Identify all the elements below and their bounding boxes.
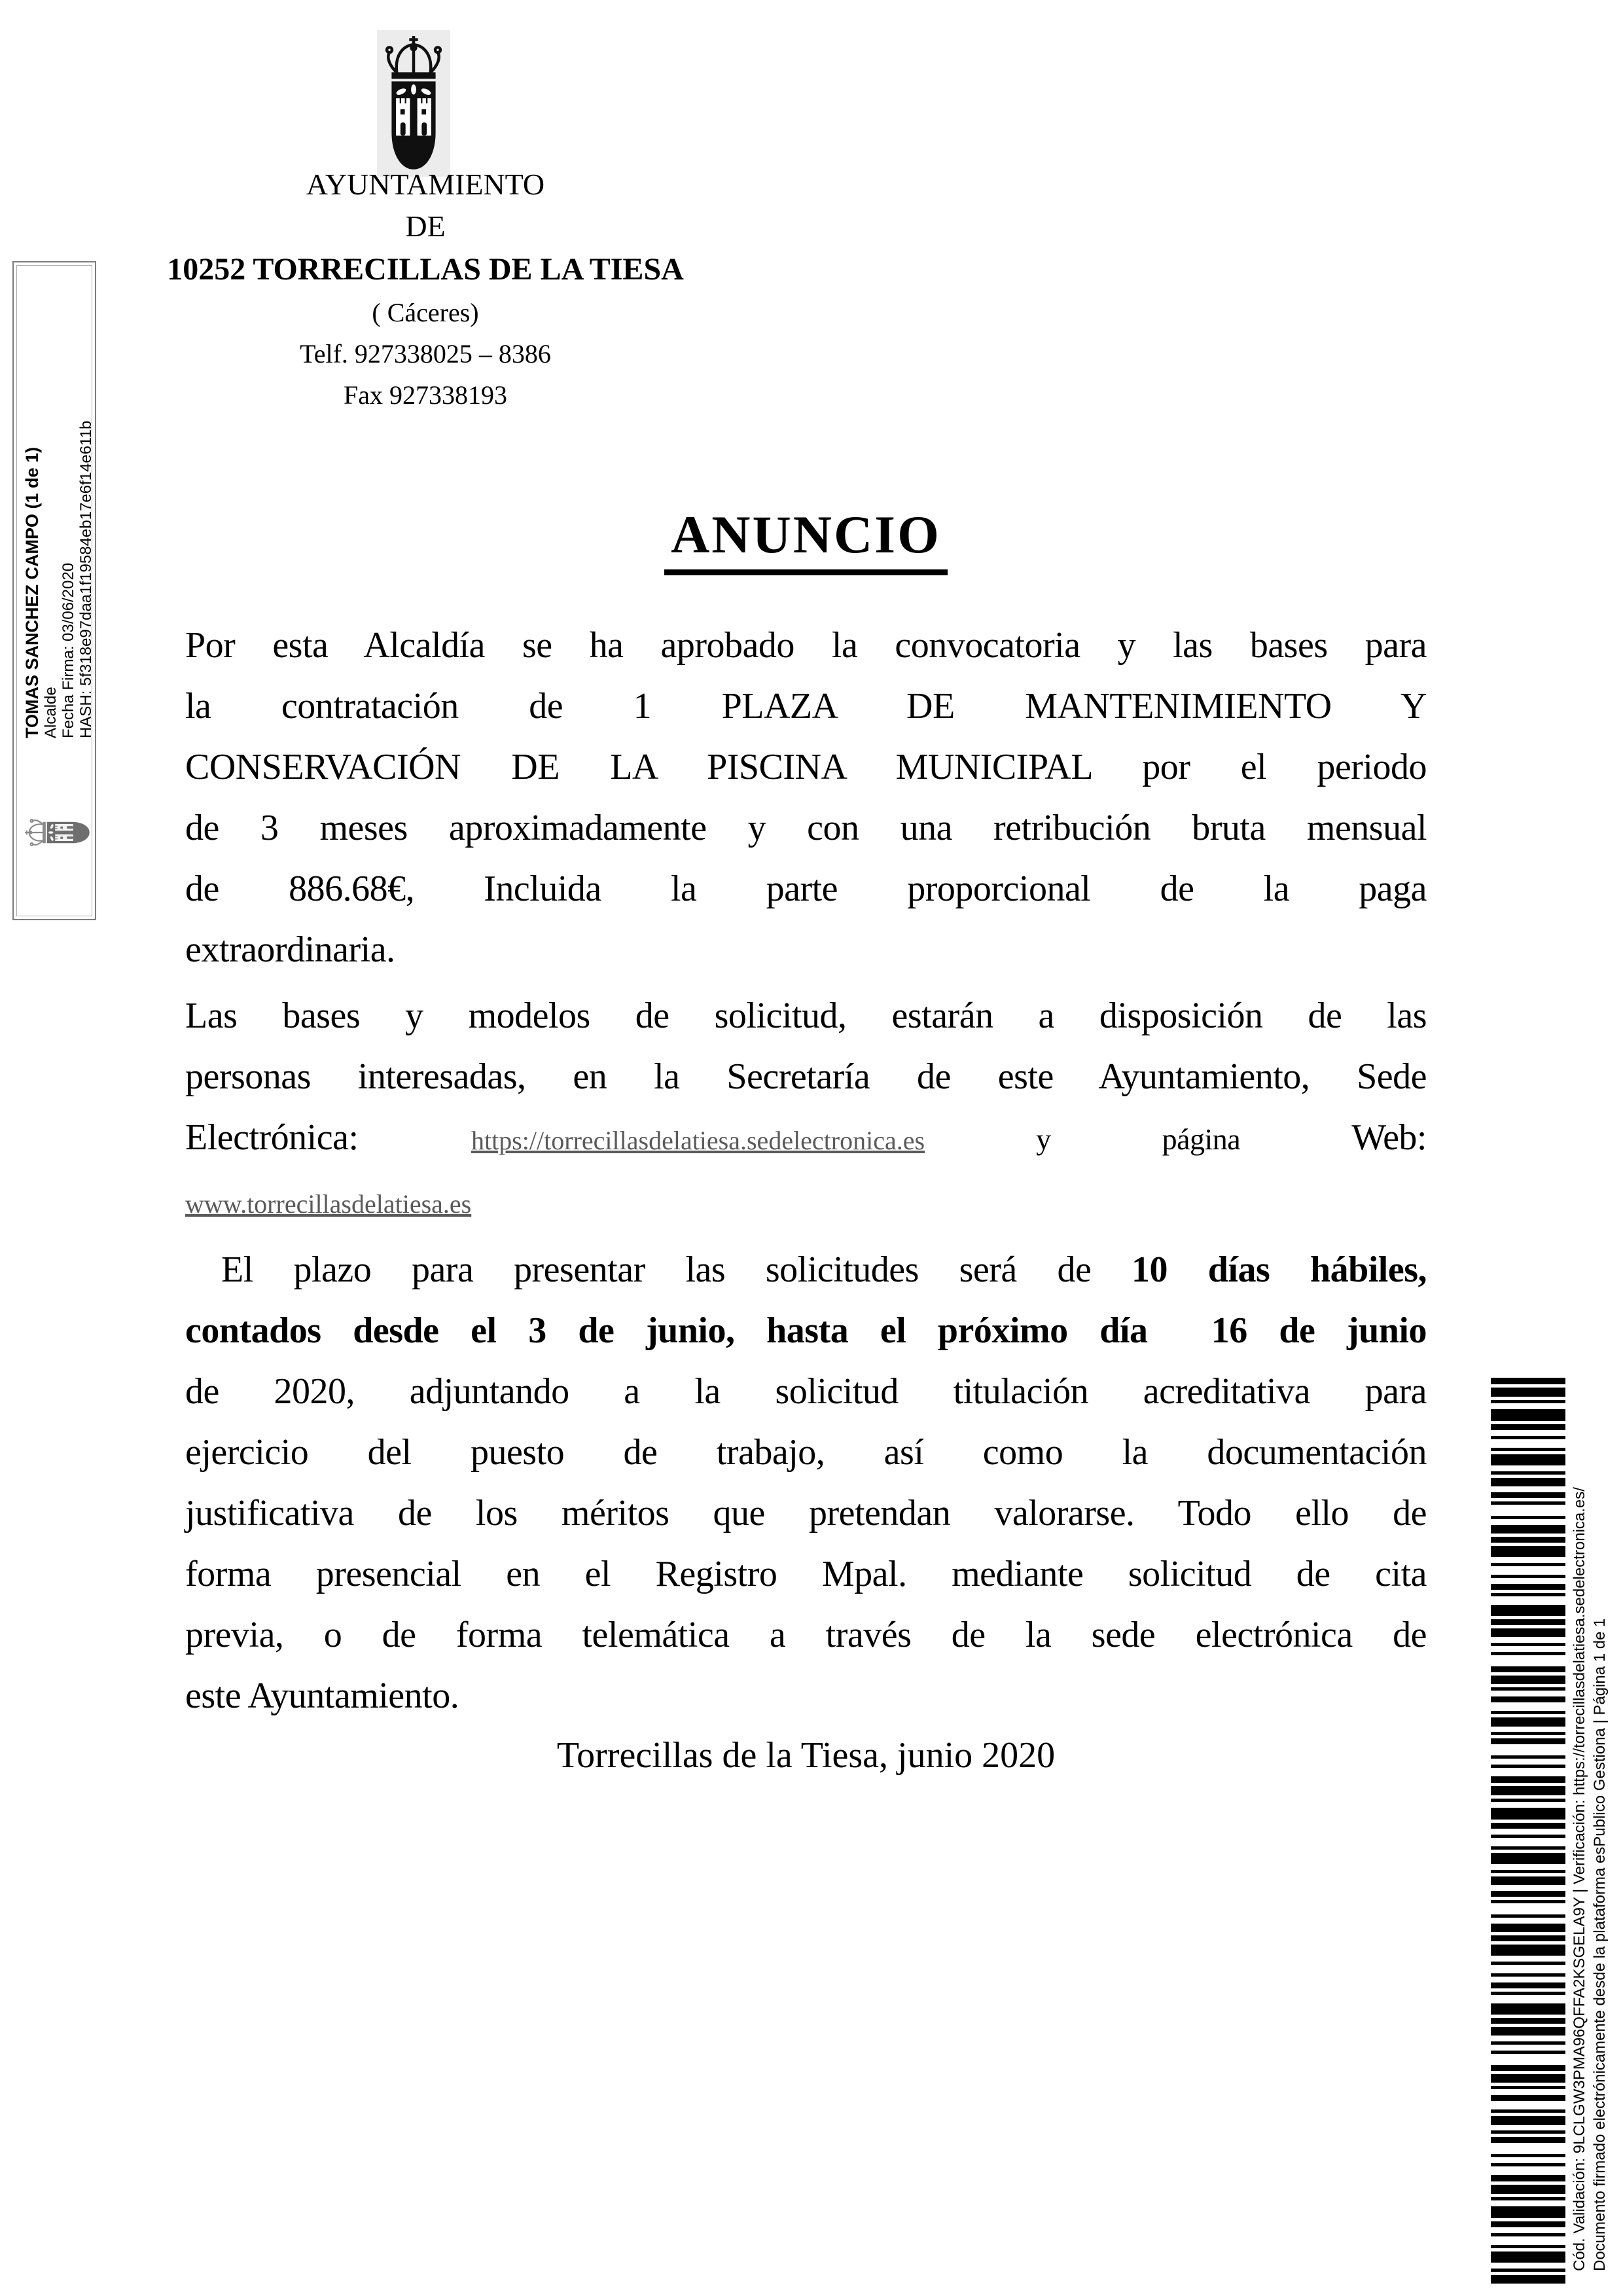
body-text	[185, 615, 1427, 1727]
text-line	[185, 1240, 1427, 1300]
barcode-bar	[1491, 1755, 1565, 1759]
barcode-bar	[1491, 1424, 1565, 1430]
barcode-bar	[1491, 2051, 1565, 2054]
text-segment: y página	[925, 1122, 1352, 1156]
barcode-bar	[1491, 2130, 1565, 2134]
text-line	[185, 1171, 1427, 1234]
barcode-bar	[1491, 1388, 1565, 1397]
barcode-bar	[1491, 1808, 1565, 1820]
barcode-bar	[1491, 2027, 1565, 2036]
validation-code-line: Cód. Validación: 9LCLGW3PMA96QFFA2KSGELA9Y | Verificación: https://torrecillasdelatiesa.sedelectronica.es/	[1571, 1487, 1588, 2271]
barcode-bar	[1491, 2003, 1565, 2015]
text-line	[185, 1300, 1427, 1361]
text-segment: Electrónica:	[185, 1117, 472, 1158]
barcode-bar	[1491, 1711, 1565, 1714]
text-segment: forma presencial en el Registro Mpal. mediante solicitud de cita	[185, 1554, 1427, 1594]
text-line	[185, 737, 1427, 798]
barcode-bar	[1491, 1786, 1565, 1795]
barcode-bar	[1491, 1454, 1565, 1465]
barcode-bar	[1491, 1525, 1565, 1534]
barcode-bar	[1491, 1605, 1565, 1616]
barcode-bar	[1491, 2233, 1565, 2236]
text-segment: El plazo para presentar las solicitudes será de	[221, 1249, 1132, 1290]
text-segment: Por esta Alcaldía se ha aprobado la convocatoria y las bases para	[185, 625, 1427, 666]
paragraph	[185, 615, 1427, 980]
text-segment: Web:	[1351, 1117, 1427, 1158]
text-segment: Las bases y modelos de solicitud, estarán a disposición de las	[185, 996, 1427, 1036]
letterhead	[154, 164, 697, 416]
barcode-bar	[1491, 1870, 1565, 1873]
barcode-bar	[1491, 1835, 1565, 1838]
barcode-bar	[1491, 1448, 1565, 1451]
barcode-bar	[1491, 1924, 1565, 1932]
text-line	[185, 1483, 1427, 1544]
barcode-bar	[1491, 1945, 1565, 1956]
barcode-bar	[1491, 1628, 1565, 1637]
text-line	[185, 1047, 1427, 1107]
barcode-bar	[1491, 1409, 1565, 1421]
barcode-bar	[1491, 1935, 1565, 1941]
barcode-bar	[1491, 2086, 1565, 2089]
text-segment: de 3 meses aproximadamente y con una retribución bruta mensual	[185, 808, 1427, 848]
signer-name: TOMAS SANCHEZ CAMPO (1 de 1)	[22, 446, 42, 738]
barcode-bar	[1491, 1584, 1565, 1590]
barcode-bar	[1491, 1696, 1565, 1702]
text-segment: extraordinaria.	[185, 929, 395, 970]
text-segment: previa, o de forma telemática a través de la sede electrónica de	[185, 1615, 1427, 1655]
barcode-bar	[1491, 1478, 1565, 1486]
document-title-text: ANUNCIO	[664, 504, 948, 575]
barcode-bar	[1491, 1799, 1565, 1802]
paragraph	[185, 986, 1427, 1234]
barcode-bar	[1491, 2154, 1565, 2157]
text-segment: de 2020, adjuntando a la solicitud titulación acreditativa para	[185, 1371, 1427, 1412]
barcode-bar	[1491, 1546, 1565, 1557]
org-name-line1: AYUNTAMIENTO	[306, 168, 545, 201]
text-line	[185, 1666, 1427, 1727]
barcode-bar	[1491, 1982, 1565, 1988]
barcode-bar	[1491, 1516, 1565, 1519]
org-phone: Telf. 927338025 – 8386	[300, 339, 551, 368]
url-link[interactable]: www.torrecillasdelatiesa.es	[185, 1189, 472, 1219]
barcode-bar	[1491, 1436, 1565, 1439]
barcode-bar	[1491, 1853, 1565, 1864]
barcode-bar	[1491, 1765, 1565, 1768]
text-segment: este Ayuntamiento.	[185, 1676, 459, 1716]
org-fax: Fax 927338193	[344, 380, 507, 410]
barcode-bar	[1491, 2163, 1565, 2166]
barcode-bar	[1491, 2197, 1565, 2200]
barcode-bar	[1491, 1732, 1565, 1735]
text-segment: de 886.68€, Incluida la parte proporcional de la paga	[185, 869, 1427, 909]
barcode-bar	[1491, 1676, 1565, 1684]
barcode-bar	[1491, 2175, 1565, 2181]
barcode-bar	[1491, 1687, 1565, 1691]
signer-role: Alcalde	[42, 687, 60, 738]
signature-hash: HASH: 5f318e97daa1f19584eb17e6f14e611b	[77, 420, 95, 738]
text-line	[185, 615, 1427, 676]
barcode-bar	[1491, 2185, 1565, 2194]
barcode-bar	[1491, 2095, 1565, 2101]
signature-stamp-text	[22, 270, 95, 738]
barcode-bar	[1491, 1846, 1565, 1850]
barcode-bar	[1491, 1378, 1565, 1384]
signature-date: Fecha Firma: 03/06/2020	[60, 562, 77, 738]
barcode-bar	[1491, 2137, 1565, 2143]
barcode-bar	[1491, 1593, 1565, 1596]
barcode-bar	[1491, 2251, 1565, 2263]
barcode-bar	[1491, 1876, 1565, 1885]
barcode-bar	[1491, 1652, 1565, 1655]
text-segment: justificativa de los méritos que pretendan valorarse. Todo ello de	[185, 1493, 1427, 1534]
text-segment: personas interesadas, en la Secretaría de este Ayuntamiento, Sede	[185, 1056, 1427, 1097]
barcode-bar	[1491, 1619, 1565, 1625]
barcode-bar	[1491, 2245, 1565, 2248]
text-line	[185, 1544, 1427, 1605]
text-segment: 10 días hábiles,	[1132, 1249, 1427, 1290]
barcode-bar	[1491, 1900, 1565, 1903]
barcode-bar	[1491, 1962, 1565, 1965]
org-name-line3: 10252 TORRECILLAS DE LA TIESA	[167, 252, 684, 287]
text-line	[185, 798, 1427, 859]
text-segment: contados desde el 3 de junio, hasta el próximo día 16 de junio	[185, 1310, 1427, 1351]
barcode-bar	[1491, 1400, 1565, 1403]
barcode-bar	[1491, 2109, 1565, 2113]
barcode-bar	[1491, 1666, 1565, 1672]
barcode-bar	[1491, 1643, 1565, 1646]
barcode-bar	[1491, 1914, 1565, 1918]
org-name-line2: DE	[405, 209, 446, 243]
barcode-bar	[1491, 1501, 1565, 1505]
document-title	[185, 504, 1427, 575]
barcode-bar	[1491, 1575, 1565, 1578]
barcode-bar	[1491, 1471, 1565, 1475]
barcode-bar	[1491, 1891, 1565, 1897]
barcode-bar	[1491, 1717, 1565, 1727]
barcode-bar	[1491, 1973, 1565, 1977]
barcode-bar	[1491, 2018, 1565, 2024]
barcode-bar	[1491, 1776, 1565, 1783]
barcode-bar	[1491, 2221, 1565, 2227]
barcode-bar	[1491, 2065, 1565, 2071]
text-segment: ejercicio del puesto de trabajo, así como la documentación	[185, 1432, 1427, 1473]
text-line	[185, 1422, 1427, 1483]
barcode-bar	[1491, 1992, 1565, 1995]
barcode-bar	[1491, 1738, 1565, 1744]
text-line	[185, 676, 1427, 737]
signature-emblem-icon	[24, 812, 92, 853]
url-link[interactable]: https://torrecillasdelatiesa.sedelectronica.es	[471, 1126, 925, 1155]
org-province: ( Cáceres)	[372, 298, 479, 327]
barcode-bar	[1491, 1563, 1565, 1566]
barcode-bar	[1491, 2206, 1565, 2218]
barcode-bar	[1491, 2074, 1565, 2083]
barcode-bar	[1491, 2269, 1565, 2272]
text-line	[185, 1107, 1427, 1171]
text-segment: la contratación de 1 PLAZA DE MANTENIMIENTO Y	[185, 686, 1427, 726]
verification-footer	[1569, 1342, 1610, 2271]
text-line	[185, 1361, 1427, 1422]
barcode-bar	[1491, 2275, 1565, 2284]
barcode-bar	[1491, 2041, 1565, 2045]
barcode-bar	[1491, 2116, 1565, 2125]
place-date-line: Torrecillas de la Tiesa, junio 2020	[556, 1735, 1056, 1776]
barcode-bar	[1491, 1537, 1565, 1543]
text-line	[185, 986, 1427, 1047]
paragraph	[185, 1240, 1427, 1727]
text-line	[185, 1605, 1427, 1666]
municipal-coat-of-arms-icon	[377, 30, 450, 177]
barcode-bar	[1491, 1492, 1565, 1498]
text-line	[185, 920, 1427, 980]
text-segment: CONSERVACIÓN DE LA PISCINA MUNICIPAL por el periodo	[185, 747, 1427, 787]
barcode-bar	[1491, 1823, 1565, 1829]
text-line	[185, 859, 1427, 920]
signed-platform-line: Documento firmado electrónicamente desde la plataforma esPublico Gestiona | Página 1 de 1	[1591, 1618, 1609, 2271]
verification-barcode	[1491, 1378, 1565, 2286]
